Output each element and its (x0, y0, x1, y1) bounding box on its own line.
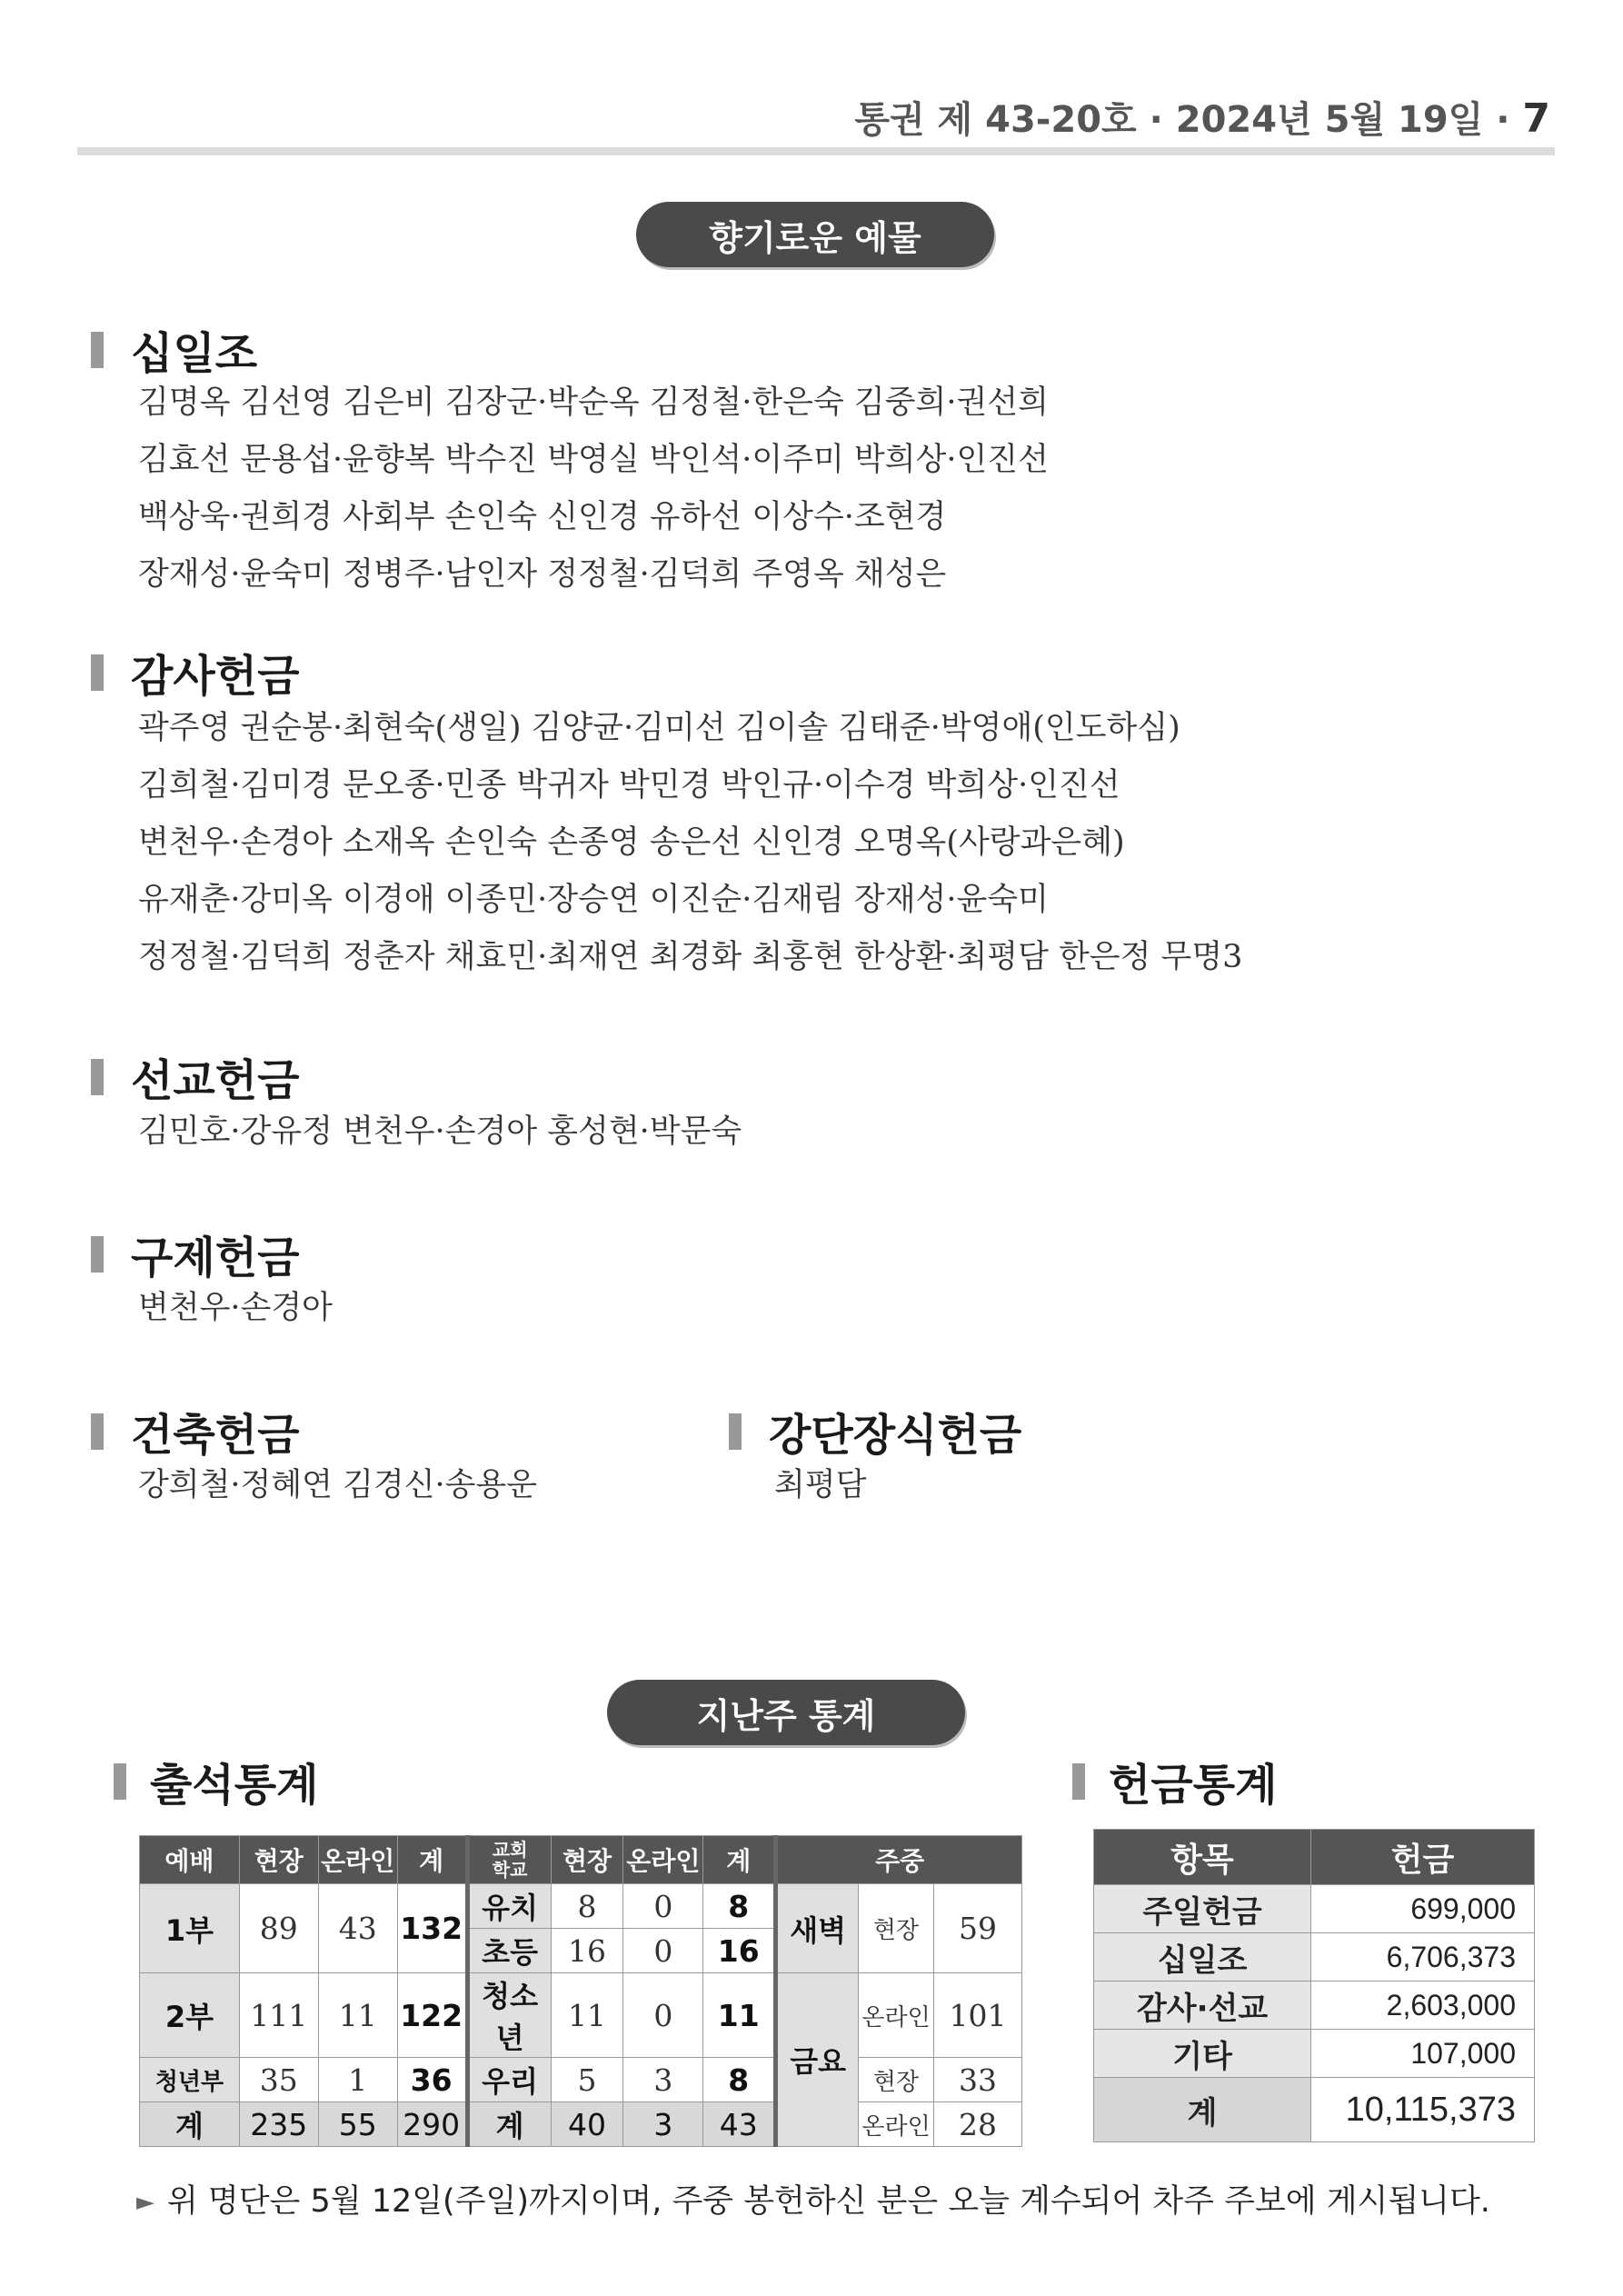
cell: 현장 (859, 2058, 934, 2102)
cell: 43 (703, 2102, 776, 2147)
row-label: 유치 (467, 1884, 551, 1929)
cell: 28 (933, 2102, 1021, 2147)
col-header (467, 1836, 551, 1884)
cell: 16 (703, 1929, 776, 1973)
cell: 89 (239, 1884, 318, 1973)
heading-bar (91, 1236, 104, 1273)
tithe-names (138, 374, 1049, 604)
heading-bar (91, 1413, 104, 1450)
cell: 온라인 (859, 2102, 934, 2147)
pulpit-title: 강단장식헌금 (769, 1410, 1022, 1461)
col-header: 현장 (551, 1836, 623, 1884)
cell: 11 (551, 1973, 623, 2058)
cell: 온라인 (859, 1973, 934, 2058)
amount-cell: 699,000 (1311, 1885, 1535, 1933)
row-label: 1부 (140, 1884, 240, 1973)
cell: 5 (551, 2058, 623, 2102)
tithe-title: 십일조 (131, 328, 258, 379)
row-label: 초등 (467, 1929, 551, 1973)
cell: 0 (623, 1973, 703, 2058)
issue-info: 통권 제 43-20호 · 2024년 5월 19일 · (854, 99, 1523, 141)
thanks-line: 정정철·김덕희 정춘자 채효민·최재연 최경화 최홍현 한상환·최평담 한은정 무명3 (138, 939, 1243, 975)
row-label: 계 (140, 2102, 240, 2147)
building-names (138, 1457, 537, 1514)
arrow-icon: ► (136, 2189, 154, 2216)
cell: 0 (623, 1929, 703, 1973)
amount-cell: 6,706,373 (1311, 1933, 1535, 1982)
cell: 36 (397, 2058, 467, 2102)
cell: 11 (318, 1973, 397, 2058)
item-cell: 기타 (1094, 2030, 1311, 2078)
row-label: 새벽 (776, 1884, 859, 1973)
row-label: 청소년 (467, 1973, 551, 2058)
cell: 3 (623, 2102, 703, 2147)
col-header: 예배 (140, 1836, 240, 1884)
table-row (1094, 2030, 1535, 2078)
mission-line: 김민호·강유정 변천우·손경아 홍성현·박문숙 (138, 1113, 742, 1150)
heading-bar (91, 1059, 104, 1095)
cell: 35 (239, 2058, 318, 2102)
cell: 8 (703, 1884, 776, 1929)
issue-header (854, 91, 1550, 143)
attendance-header-row (140, 1836, 1022, 1884)
cell: 55 (318, 2102, 397, 2147)
item-cell: 감사·선교 (1094, 1982, 1311, 2030)
thanks-line: 유재춘·강미옥 이경애 이종민·장승연 이진순·김재림 장재성·윤숙미 (138, 882, 1049, 918)
heading-bar (729, 1413, 742, 1450)
row-label: 2부 (140, 1973, 240, 2058)
footnote-text: 위 명단은 5월 12일(주일)까지이며, 주중 봉헌하신 분은 오늘 계수되어 차주 주보에 게시됩니다. (167, 2183, 1490, 2220)
total-row (140, 2102, 1022, 2147)
mission-title: 선교헌금 (131, 1055, 300, 1106)
relief-title: 구제헌금 (131, 1233, 300, 1283)
table-row (1094, 1982, 1535, 2030)
tithe-line: 장재성·윤숙미 정병주·남인자 정정철·김덕희 주영옥 채성은 (138, 556, 947, 593)
statistics-banner: 지난주 통계 (607, 1680, 965, 1745)
table-row (1094, 1933, 1535, 1982)
item-cell: 계 (1094, 2078, 1311, 2142)
heading-bar (1072, 1763, 1085, 1800)
col-header: 주중 (776, 1836, 1022, 1884)
offering-title: 헌금통계 (1109, 1760, 1278, 1811)
attendance-table (139, 1835, 1022, 2147)
thanks-title: 감사헌금 (131, 651, 300, 702)
cell: 33 (933, 2058, 1021, 2102)
tithe-line: 김명옥 김선영 김은비 김장군·박순옥 김정철·한은숙 김중희·권선희 (138, 384, 1049, 421)
attendance-heading (114, 1750, 318, 1812)
heading-bar (91, 332, 104, 368)
tithe-line: 백상욱·권희경 사회부 손인숙 신인경 유하선 이상수·조현경 (138, 499, 947, 535)
cell: 132 (397, 1884, 467, 1973)
col-header: 온라인 (318, 1836, 397, 1884)
relief-names (138, 1280, 333, 1337)
thanks-names (138, 700, 1242, 986)
header-rule (77, 147, 1555, 155)
thanks-line: 변천우·손경아 소재옥 손인숙 손종영 송은선 신인경 오명옥(사랑과은혜) (138, 824, 1125, 861)
cell: 122 (397, 1973, 467, 2058)
cell: 1 (318, 2058, 397, 2102)
table-row (140, 1884, 1022, 1929)
row-label: 계 (467, 2102, 551, 2147)
cell: 현장 (859, 1884, 934, 1973)
thanks-line: 김희철·김미경 문오종·민종 박귀자 박민경 박인규·이수경 박희상·인진선 (138, 767, 1120, 804)
table-row (1094, 1885, 1535, 1933)
col-header: 현장 (239, 1836, 318, 1884)
total-row (1094, 2078, 1535, 2142)
cell: 59 (933, 1884, 1021, 1973)
tithe-heading (91, 318, 257, 381)
offering-table (1093, 1829, 1535, 2142)
building-line: 강희철·정혜연 김경신·송용운 (138, 1467, 538, 1503)
offerings-banner: 향기로운 예물 (636, 202, 994, 267)
col-header: 계 (397, 1836, 467, 1884)
cell: 40 (551, 2102, 623, 2147)
thanks-heading (91, 641, 299, 704)
pulpit-names (774, 1457, 866, 1514)
col-header: 항목 (1094, 1830, 1311, 1885)
cell: 16 (551, 1929, 623, 1973)
relief-heading (91, 1223, 299, 1285)
col-header: 계 (703, 1836, 776, 1884)
cell: 3 (623, 2058, 703, 2102)
cell: 8 (703, 2058, 776, 2102)
amount-cell: 2,603,000 (1311, 1982, 1535, 2030)
school-header: 교회학교 (492, 1839, 528, 1881)
offering-header-row (1094, 1830, 1535, 1885)
item-cell: 주일헌금 (1094, 1885, 1311, 1933)
page-number: 7 (1522, 95, 1550, 142)
pulpit-heading (729, 1400, 1021, 1462)
row-label: 우리 (467, 2058, 551, 2102)
amount-cell: 10,115,373 (1311, 2078, 1535, 2142)
heading-bar (114, 1763, 126, 1800)
mission-names (138, 1103, 742, 1161)
row-label: 금요 (776, 1973, 859, 2147)
pulpit-line: 최평담 (774, 1467, 867, 1503)
cell: 0 (623, 1884, 703, 1929)
thanks-line: 곽주영 권순봉·최현숙(생일) 김양균·김미선 김이솔 김태준·박영애(인도하심) (138, 710, 1180, 746)
table-row (140, 2058, 1022, 2102)
cell: 290 (397, 2102, 467, 2147)
cell: 8 (551, 1884, 623, 1929)
mission-heading (91, 1045, 299, 1108)
building-heading (91, 1400, 299, 1462)
cell: 111 (239, 1973, 318, 2058)
cell: 11 (703, 1973, 776, 2058)
heading-bar (91, 654, 104, 691)
relief-line: 변천우·손경아 (138, 1290, 333, 1326)
row-label: 청년부 (140, 2058, 240, 2102)
footnote (136, 2176, 1490, 2221)
cell: 101 (933, 1973, 1021, 2058)
offering-heading (1072, 1750, 1277, 1812)
item-cell: 십일조 (1094, 1933, 1311, 1982)
amount-cell: 107,000 (1311, 2030, 1535, 2078)
col-header: 온라인 (623, 1836, 703, 1884)
building-title: 건축헌금 (131, 1410, 300, 1461)
cell: 43 (318, 1884, 397, 1973)
cell: 235 (239, 2102, 318, 2147)
tithe-line: 김효선 문용섭·윤향복 박수진 박영실 박인석·이주미 박희상·인진선 (138, 442, 1049, 478)
attendance-title: 출석통계 (150, 1760, 319, 1811)
col-header: 헌금 (1311, 1830, 1535, 1885)
